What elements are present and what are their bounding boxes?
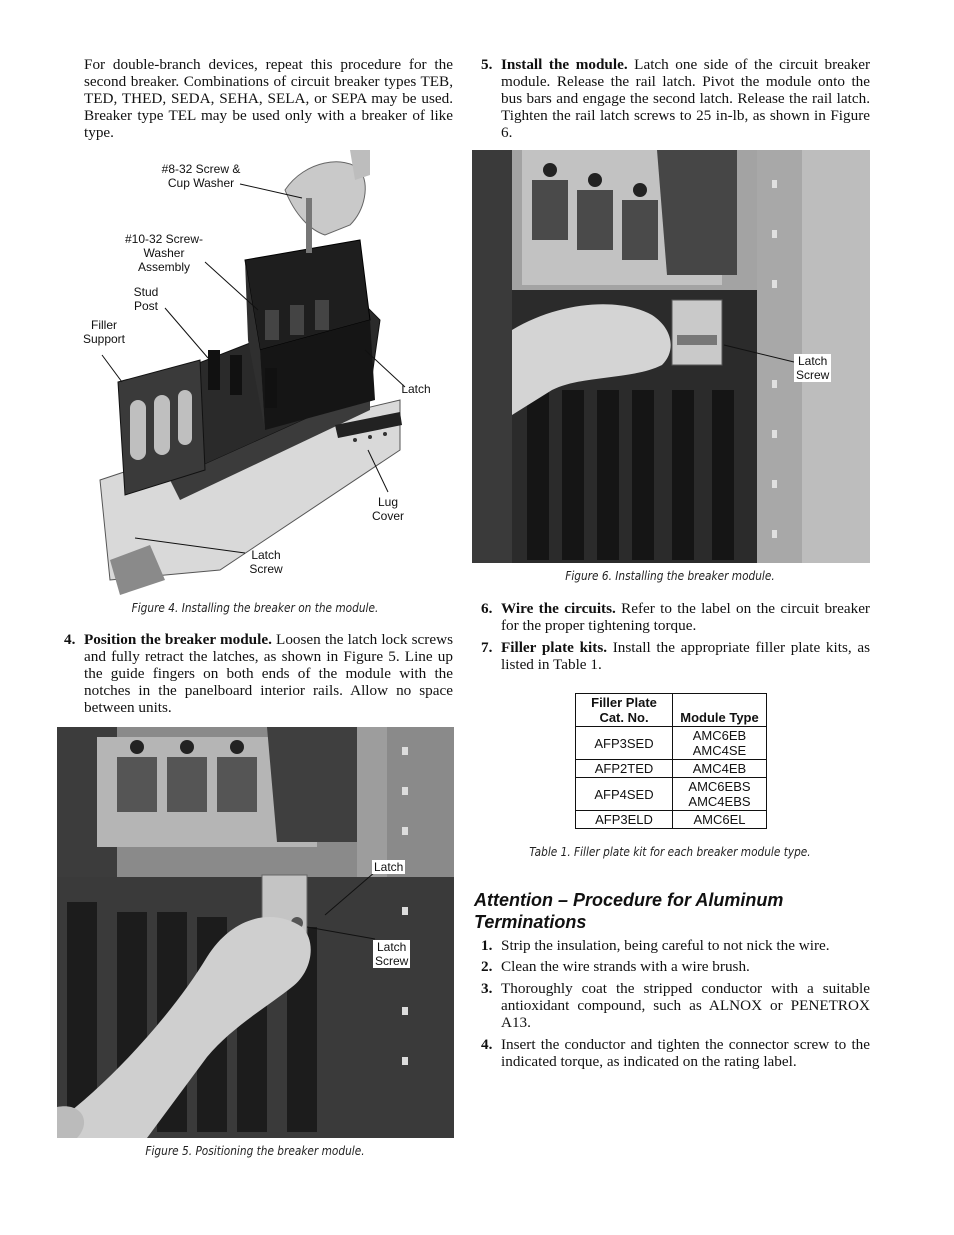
table-cell-types: AMC6EBS AMC4EBS bbox=[673, 778, 767, 811]
figure-4-illustration bbox=[70, 150, 450, 600]
table-cell-types: AMC6EB AMC4SE bbox=[673, 727, 767, 760]
figure-6-caption: Figure 6. Installing the breaker module. bbox=[565, 569, 775, 583]
table-row bbox=[576, 727, 767, 760]
callout-latch-screw: Latch Screw bbox=[249, 548, 283, 576]
callout-lug-cover: Lug Cover bbox=[371, 495, 404, 523]
attention-step-2: 2. Clean the wire strands with a wire brush. bbox=[481, 958, 750, 975]
step-7-title: Filler plate kits. bbox=[501, 639, 608, 656]
intro-paragraph: For double-branch devices, repeat this procedure for the second breaker. Combinations of circuit breaker types TEB, TED, THED, SEDA, SEHA, SELA, or SEPA may be used. Breaker type TEL may be used only with a breaker of like type. bbox=[84, 56, 453, 141]
step-4-title: Position the breaker module. bbox=[84, 631, 272, 648]
table-header-cat-no: Filler Plate Cat. No. bbox=[576, 694, 673, 727]
table-header-module-type: Module Type bbox=[673, 694, 767, 727]
attention-step-3: 3. Thoroughly coat the stripped conductor with a suitable antioxidant compound, such as ALNOX or PENETROX A13. bbox=[481, 980, 870, 1031]
table-1-caption: Table 1. Filler plate kit for each breaker module type. bbox=[529, 845, 811, 859]
table-row bbox=[576, 778, 767, 811]
step-5 bbox=[481, 57, 870, 143]
filler-plate-table bbox=[575, 693, 767, 829]
figure-4-caption: Figure 4. Installing the breaker on the module. bbox=[131, 601, 379, 615]
step-4-number: 4. bbox=[64, 631, 76, 648]
step-6-number: 6. bbox=[481, 600, 493, 617]
step-5-number: 5. bbox=[481, 56, 493, 73]
step-7 bbox=[481, 640, 870, 676]
table-cell-cat: AFP4SED bbox=[576, 778, 673, 811]
figure-5-photo bbox=[57, 727, 454, 1138]
step-6-text: Refer to the label on the circuit breaker for the proper tightening torque. bbox=[501, 600, 870, 634]
table-cell-types: AMC6EL bbox=[673, 811, 767, 829]
attention-step-1: 1. Strip the insulation, being careful to not nick the wire. bbox=[481, 937, 830, 954]
step-7-text: Install the appropriate filler plate kits, as listed in Table 1. bbox=[501, 639, 870, 673]
callout-stud-post: Stud Post bbox=[133, 285, 159, 313]
step-6-title: Wire the circuits. bbox=[501, 600, 616, 617]
step-4-text: Loosen the latch lock screws and fully retract the latches, as shown in Figure 5. Line up the guide fingers on both ends of the module with the notches in the panelboard interior rails. Allow no space between units. bbox=[84, 631, 453, 716]
attention-heading: Attention – Procedure for Aluminum Terminations bbox=[474, 890, 784, 932]
step-5-text: Latch one side of the circuit breaker module. Release the rail latch. Pivot the module onto the bus bars and engage the second latch. Release the rail latch. Tighten the rail latch screws to 25 in-lb, as shown in Figure 6. bbox=[501, 56, 871, 141]
table-cell-types: AMC4EB bbox=[673, 760, 767, 778]
table-header-row bbox=[576, 694, 767, 727]
figure-6-callout-latch-screw: Latch Screw bbox=[796, 354, 830, 382]
figure-5-callout-latch-screw: Latch Screw bbox=[375, 940, 409, 968]
figure-5-callout-latch: Latch bbox=[374, 860, 404, 874]
callout-latch: Latch bbox=[401, 382, 431, 396]
table-cell-cat: AFP3SED bbox=[576, 727, 673, 760]
callout-screw-washer-assembly: #10-32 Screw- Washer Assembly bbox=[124, 232, 204, 274]
table-cell-cat: AFP3ELD bbox=[576, 811, 673, 829]
figure-6-photo bbox=[472, 150, 870, 563]
table-cell-cat: AFP2TED bbox=[576, 760, 673, 778]
callout-screw-cup-washer: #8-32 Screw & Cup Washer bbox=[161, 162, 241, 190]
callout-filler-support: Filler Support bbox=[82, 318, 126, 346]
table-row bbox=[576, 811, 767, 829]
figure-4 bbox=[70, 150, 450, 600]
step-6 bbox=[481, 601, 870, 637]
table-row bbox=[576, 760, 767, 778]
attention-step-4: 4. Insert the conductor and tighten the connector screw to the indicated torque, as indicated on the rating label. bbox=[481, 1036, 870, 1070]
step-7-number: 7. bbox=[481, 639, 493, 656]
step-4 bbox=[64, 632, 453, 718]
step-5-title: Install the module. bbox=[501, 56, 628, 73]
figure-5-caption: Figure 5. Positioning the breaker module. bbox=[145, 1144, 365, 1158]
